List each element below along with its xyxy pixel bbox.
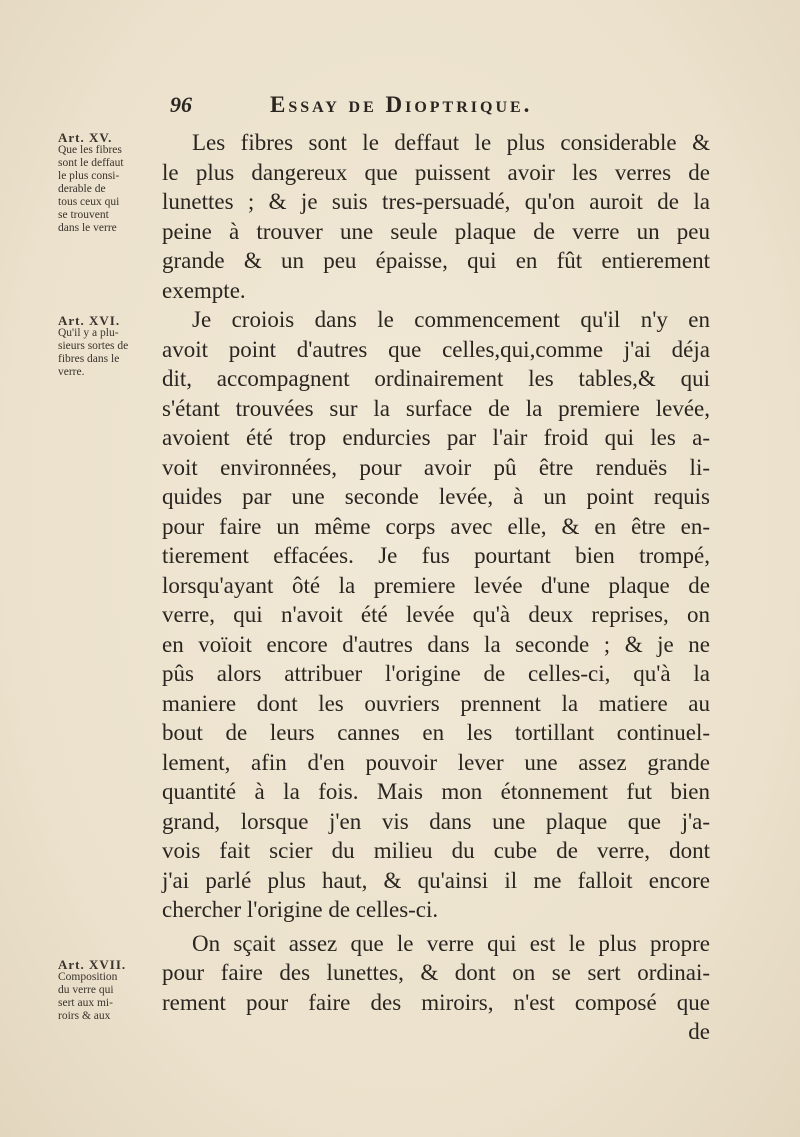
text-line: lunettes ; & je suis tres-persuadé, qu'on auroit de la	[162, 189, 710, 214]
margin-note-line: se trouvent	[58, 209, 109, 221]
margin-note-line: roirs & aux	[58, 1010, 111, 1022]
text-line: s'étant trouvées sur la surface de la premiere levée,	[162, 395, 710, 421]
text-line: avoit point d'autres que celles,qui,comme j'ai déja	[162, 336, 710, 362]
margin-note-line: du verre qui	[58, 984, 114, 996]
text-line: quantité à la fois. Mais mon étonnement fut bien	[162, 779, 710, 804]
text-line: maniere dont les ouvriers prennent la matiere au	[162, 690, 710, 716]
body-text	[162, 128, 710, 1047]
text-line: pûs alors attribuer l'origine de celles-ci, qu'à la	[162, 661, 710, 686]
text-line: dit, accompagnent ordinairement les tables,& qui	[162, 366, 710, 391]
text-line: peine à trouver une seule plaque de verre un peu	[162, 218, 710, 244]
catchword: de	[688, 1019, 710, 1044]
margin-note-line: le plus consi-	[58, 170, 120, 182]
margin-note-line: Qu'il y a plu-	[58, 327, 119, 339]
text-line: j'ai parlé plus haut, & qu'ainsi il me falloit encore	[162, 867, 710, 893]
margin-note-line: tous ceux qui	[58, 196, 120, 208]
margin-note-article: Art. XV.	[58, 130, 113, 145]
paragraph-2	[162, 305, 710, 925]
margin-note-art-15	[58, 131, 158, 235]
text-line: Les fibres sont le deffaut le plus considerable &	[192, 130, 710, 155]
text-line: en voïoit encore d'autres dans la seconde ; & je ne	[162, 631, 710, 657]
text-line: tierement effacées. Je fus pourtant bien trompé,	[162, 543, 710, 568]
margin-note-line: Composition	[58, 971, 118, 983]
running-title: Essay de Dioptrique.	[270, 92, 533, 117]
text-line: grande & un peu épaisse, qui en fût entierement	[162, 248, 710, 273]
margin-note-line: derable de	[58, 183, 106, 195]
text-line: pour faire un même corps avec elle, & en être en-	[162, 513, 710, 539]
page-header	[170, 92, 710, 126]
page-number: 96	[170, 92, 192, 117]
text-line: verre, qui n'avoit été levée qu'à deux reprises, on	[162, 602, 710, 627]
text-line: chercher l'origine de celles-ci.	[162, 897, 439, 922]
margin-note-line: Que les fibres	[58, 144, 122, 156]
text-line: exempte.	[162, 277, 246, 303]
text-line: lement, afin d'en pouvoir lever une assez grande	[162, 749, 710, 775]
text-line: rement pour faire des miroirs, n'est composé que	[162, 989, 710, 1015]
text-line: quides par une seconde levée, à un point requis	[162, 484, 710, 509]
margin-note-line: sont le deffaut	[58, 157, 124, 169]
text-line: On sçait assez que le verre qui est le plus propre	[192, 930, 710, 956]
margin-note-line: sieurs sortes de	[58, 340, 129, 352]
margin-note-line: dans le verre	[58, 222, 117, 234]
text-line: Je croiois dans le commencement qu'il n'y en	[192, 307, 710, 332]
text-line: vois fait scier du milieu du cube de verre, dont	[162, 838, 710, 863]
margin-note-article: Art. XVII.	[58, 957, 127, 972]
margin-note-line: sert aux mi-	[58, 997, 113, 1009]
text-line: le plus dangereux que puissent avoir les verres de	[162, 159, 710, 185]
text-line: voit environnées, pour avoir pû être renduës li-	[162, 454, 710, 480]
text-line: pour faire des lunettes, & dont on se sert ordinai-	[162, 960, 710, 985]
margin-note-art-17	[58, 958, 158, 1023]
margin-note-line: verre.	[58, 366, 85, 378]
paragraph-3	[162, 929, 710, 1047]
paragraph-1	[162, 128, 710, 305]
text-line: grand, lorsque j'en vis dans une plaque que j'a-	[162, 808, 710, 834]
margin-note-art-16	[58, 314, 158, 379]
margin-note-article: Art. XVI.	[58, 313, 121, 328]
margin-note-line: fibres dans le	[58, 353, 120, 365]
text-line: avoient été trop endurcies par l'air froid qui les a-	[162, 425, 710, 450]
text-line: lorsqu'ayant ôté la premiere levée d'une plaque de	[162, 572, 710, 598]
text-line: bout de leurs cannes en les tortillant continuel-	[162, 720, 710, 745]
